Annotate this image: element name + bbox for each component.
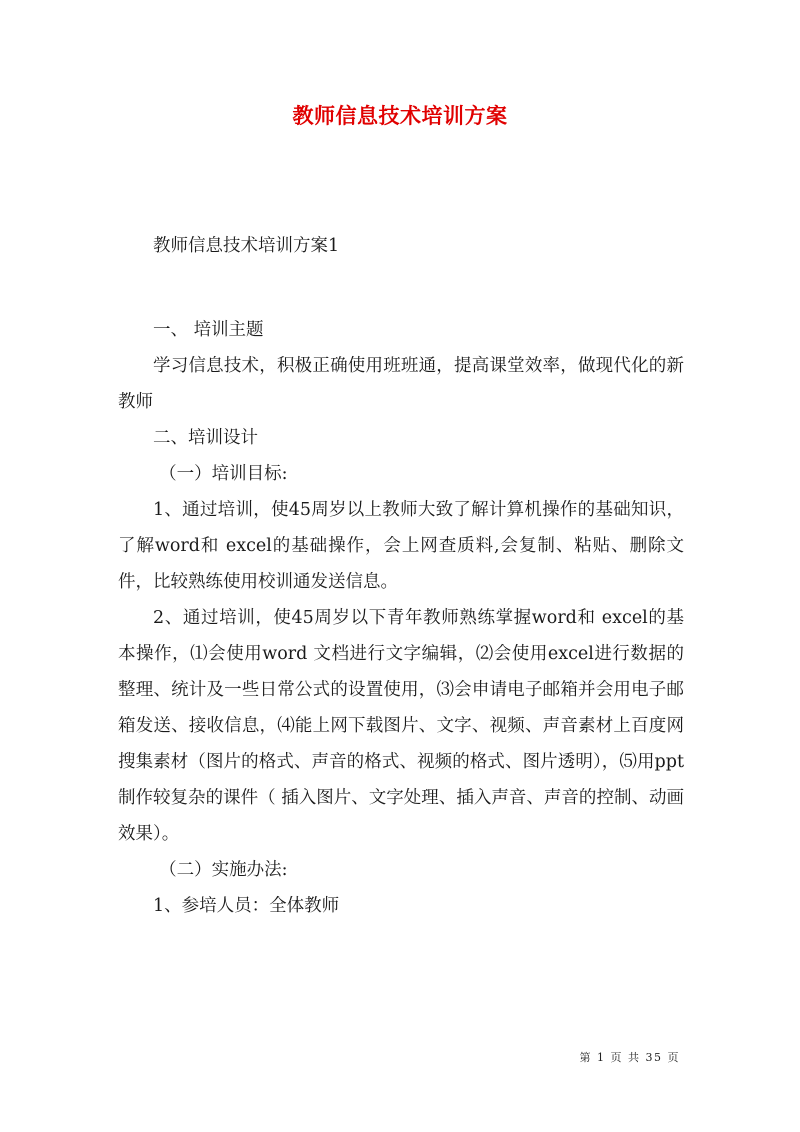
document-body [118, 228, 684, 924]
document-subtitle: 教师信息技术培训方案1 [153, 236, 340, 256]
section-heading-1: 一、 培训主题 [153, 320, 264, 340]
document-title: 教师信息技术培训方案 [292, 103, 508, 128]
paragraph-theme: 学习信息技术，积极正确使用班班通，提高课堂效率，做现代化的新教师 [118, 356, 684, 412]
subsection-heading-2: （二）实施办法: [159, 860, 288, 880]
section-heading-2: 二、培训设计 [153, 428, 258, 448]
paragraph-goal-2: 2、通过培训，使45周岁以下青年教师熟练掌握word和 excel的基本操作，⑴会使用word 文档进行文字编辑，⑵会使用excel进行数据的整理、统计及一些日常公式的设置使用，⑶会申请电子邮箱并会用电子邮箱发送、接收信息，⑷能上网下载图片、文字、视频、声音素材上百度网搜集素材（图片的格式、声音的格式、视频的格式、图片透明），⑸用ppt制作较复杂的课件（ 插入图片、文字处理、插入声音、声音的控制、动画效果）。 [118, 608, 684, 844]
page-number-footer: 第 1 页 共 35 页 [579, 1051, 680, 1064]
subsection-heading-1: （一）培训目标: [159, 464, 288, 484]
paragraph-participants: 1、参培人员：全体教师 [153, 896, 340, 916]
paragraph-goal-1: 1、通过培训，使45周岁以上教师大致了解计算机操作的基础知识，了解word和 excel的基础操作，会上网查质料,会复制、粘贴、删除文件，比较熟练使用校训通发送信息。 [118, 500, 684, 592]
